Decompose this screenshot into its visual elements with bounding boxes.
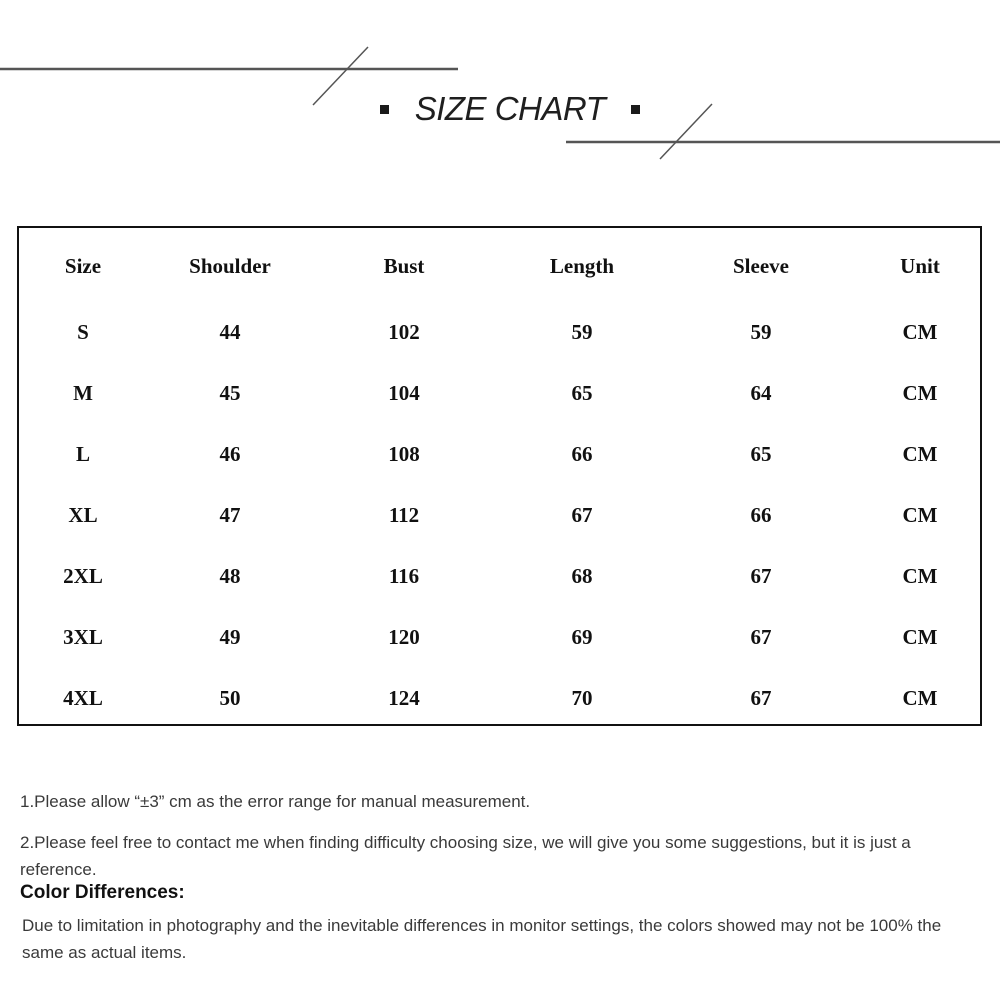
cell-sleeve: 67 <box>750 625 772 649</box>
cell-shoulder: 50 <box>219 686 241 710</box>
header-size: Size <box>64 254 102 278</box>
header-shoulder: Shoulder <box>189 254 271 278</box>
cell-sleeve: 64 <box>750 381 772 405</box>
page-title: SIZE CHART <box>414 90 606 127</box>
cell-unit: CM <box>902 564 938 588</box>
cell-sleeve: 59 <box>750 320 772 344</box>
cell-shoulder: 45 <box>219 381 241 405</box>
cell-unit: CM <box>902 320 938 344</box>
cell-length: 67 <box>571 503 593 527</box>
size-table <box>17 226 982 726</box>
cell-sleeve: 67 <box>750 686 772 710</box>
color-differences-heading: Color Differences: <box>20 882 185 903</box>
cell-bust: 112 <box>388 503 420 527</box>
cell-size: L <box>75 442 90 466</box>
cell-bust: 124 <box>388 686 420 710</box>
note-measurement: 1.Please allow “±3” cm as the error range for manual measurement. <box>20 792 531 811</box>
cell-sleeve: 65 <box>750 442 772 466</box>
cell-size: S <box>77 320 89 344</box>
cell-size: 3XL <box>63 625 103 649</box>
cell-length: 68 <box>571 564 593 588</box>
cell-length: 70 <box>571 686 593 710</box>
cell-shoulder: 44 <box>219 320 241 344</box>
cell-unit: CM <box>902 442 938 466</box>
cell-bust: 102 <box>388 320 420 344</box>
cell-shoulder: 47 <box>219 503 241 527</box>
cell-shoulder: 49 <box>219 625 241 649</box>
header-sleeve: Sleeve <box>733 254 789 278</box>
cell-length: 66 <box>571 442 593 466</box>
size-chart-title <box>370 84 650 134</box>
cell-size: 4XL <box>63 686 103 710</box>
color-differences-text: Due to limitation in photography and the inevitable differences in monitor settings, the colors showed may not be 100% the same as actual items. <box>22 916 942 962</box>
cell-size: 2XL <box>63 564 103 588</box>
note-contact: 2.Please feel free to contact me when finding difficulty choosing size, we will give you some suggestions, but it is just a reference. <box>20 833 911 879</box>
bullet-right <box>631 105 640 114</box>
header-length: Length <box>549 254 615 278</box>
cell-bust: 108 <box>388 442 420 466</box>
bullet-left <box>380 105 389 114</box>
cell-unit: CM <box>902 625 938 649</box>
cell-sleeve: 66 <box>750 503 772 527</box>
cell-length: 65 <box>571 381 593 405</box>
cell-shoulder: 46 <box>219 442 241 466</box>
cell-bust: 104 <box>388 381 420 405</box>
cell-size: XL <box>68 503 98 527</box>
cell-unit: CM <box>902 686 938 710</box>
cell-size: M <box>73 381 93 405</box>
cell-unit: CM <box>902 381 938 405</box>
header-bust: Bust <box>383 254 425 278</box>
cell-length: 69 <box>571 625 593 649</box>
cell-bust: 120 <box>388 625 420 649</box>
cell-unit: CM <box>902 503 938 527</box>
cell-length: 59 <box>571 320 593 344</box>
cell-sleeve: 67 <box>750 564 772 588</box>
cell-shoulder: 48 <box>219 564 241 588</box>
header-unit: Unit <box>900 254 940 278</box>
cell-bust: 116 <box>388 564 420 588</box>
